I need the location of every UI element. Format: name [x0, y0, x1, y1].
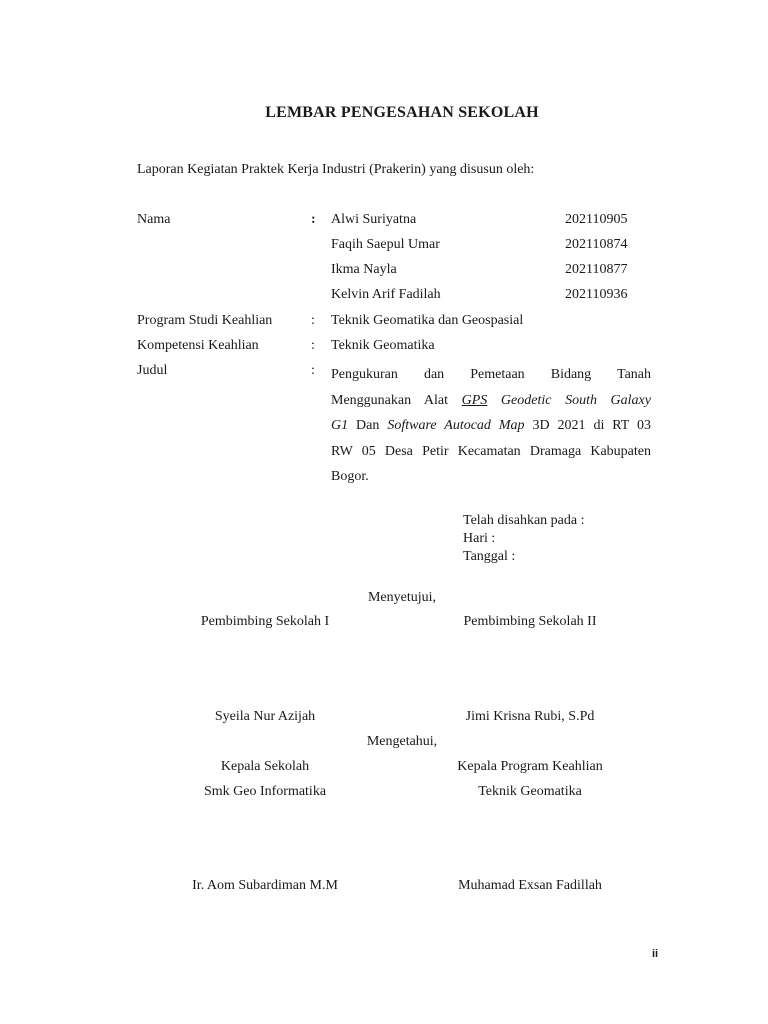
kompetensi-label: Kompetensi Keahlian	[137, 338, 259, 353]
judul-text: 3D 2021 di RT 03	[524, 418, 652, 433]
judul-label: Judul	[137, 363, 168, 378]
mengetahui-label: Mengetahui,	[366, 734, 438, 749]
pembimbing1-role: Pembimbing Sekolah I	[200, 614, 330, 629]
program-colon: :	[311, 313, 315, 328]
software-term: Software Autocad Map	[387, 418, 525, 433]
disahkan-label: Telah disahkan pada :	[463, 513, 585, 528]
judul-line: Bogor.	[331, 469, 369, 484]
kompetensi-colon: :	[311, 338, 315, 353]
gps-term: GPS	[461, 392, 488, 408]
kaprog-role: Kepala Program Keahlian	[457, 759, 603, 774]
judul-line	[331, 413, 651, 439]
pembimbing2-name: Jimi Krisna Rubi, S.Pd	[465, 709, 595, 724]
page-number: ii	[652, 948, 659, 960]
member-name: Alwi Suriyatna	[331, 212, 417, 227]
judul-line: RW 05 Desa Petir Kecamatan Dramaga Kabupaten	[331, 443, 651, 459]
pembimbing1-name: Syeila Nur Azijah	[214, 709, 316, 724]
tanggal-label: Tanggal :	[463, 549, 516, 564]
page-title: LEMBAR PENGESAHAN SEKOLAH	[265, 104, 539, 121]
kepsek-role: Kepala Sekolah	[220, 759, 310, 774]
kepsek-org: Smk Geo Informatika	[203, 784, 327, 799]
judul-line: Pengukuran dan Pemetaan Bidang Tanah	[331, 367, 651, 382]
judul-colon: :	[311, 363, 315, 378]
kaprog-name: Muhamad Exsan Fadillah	[458, 878, 602, 893]
judul-value	[331, 362, 651, 490]
kepsek-name: Ir. Aom Subardiman M.M	[192, 878, 338, 893]
judul-line	[331, 388, 651, 414]
member-nim: 202110936	[565, 287, 628, 302]
member-name: Faqih Saepul Umar	[331, 237, 440, 252]
member-name: Ikma Nayla	[331, 262, 397, 277]
judul-text: Dan	[348, 418, 388, 433]
nama-colon: :	[311, 212, 316, 227]
program-value: Teknik Geomatika dan Geospasial	[331, 313, 524, 328]
program-label: Program Studi Keahlian	[137, 313, 273, 328]
member-name: Kelvin Arif Fadilah	[331, 287, 441, 302]
judul-text: Geodetic South Galaxy	[487, 392, 651, 408]
member-nim: 202110877	[565, 262, 628, 277]
member-nim: 202110874	[565, 237, 628, 252]
member-nim: 202110905	[565, 212, 628, 227]
intro-text: Laporan Kegiatan Praktek Kerja Industri (Prakerin) yang disusun oleh:	[137, 162, 535, 177]
kaprog-org: Teknik Geomatika	[478, 784, 582, 799]
nama-label: Nama	[137, 212, 171, 227]
pembimbing2-role: Pembimbing Sekolah II	[463, 614, 597, 629]
menyetujui-label: Menyetujui,	[367, 590, 437, 605]
g1-term: G1	[331, 418, 349, 433]
hari-label: Hari :	[463, 531, 496, 546]
judul-text: Menggunakan Alat	[331, 392, 462, 408]
kompetensi-value: Teknik Geomatika	[331, 338, 435, 353]
